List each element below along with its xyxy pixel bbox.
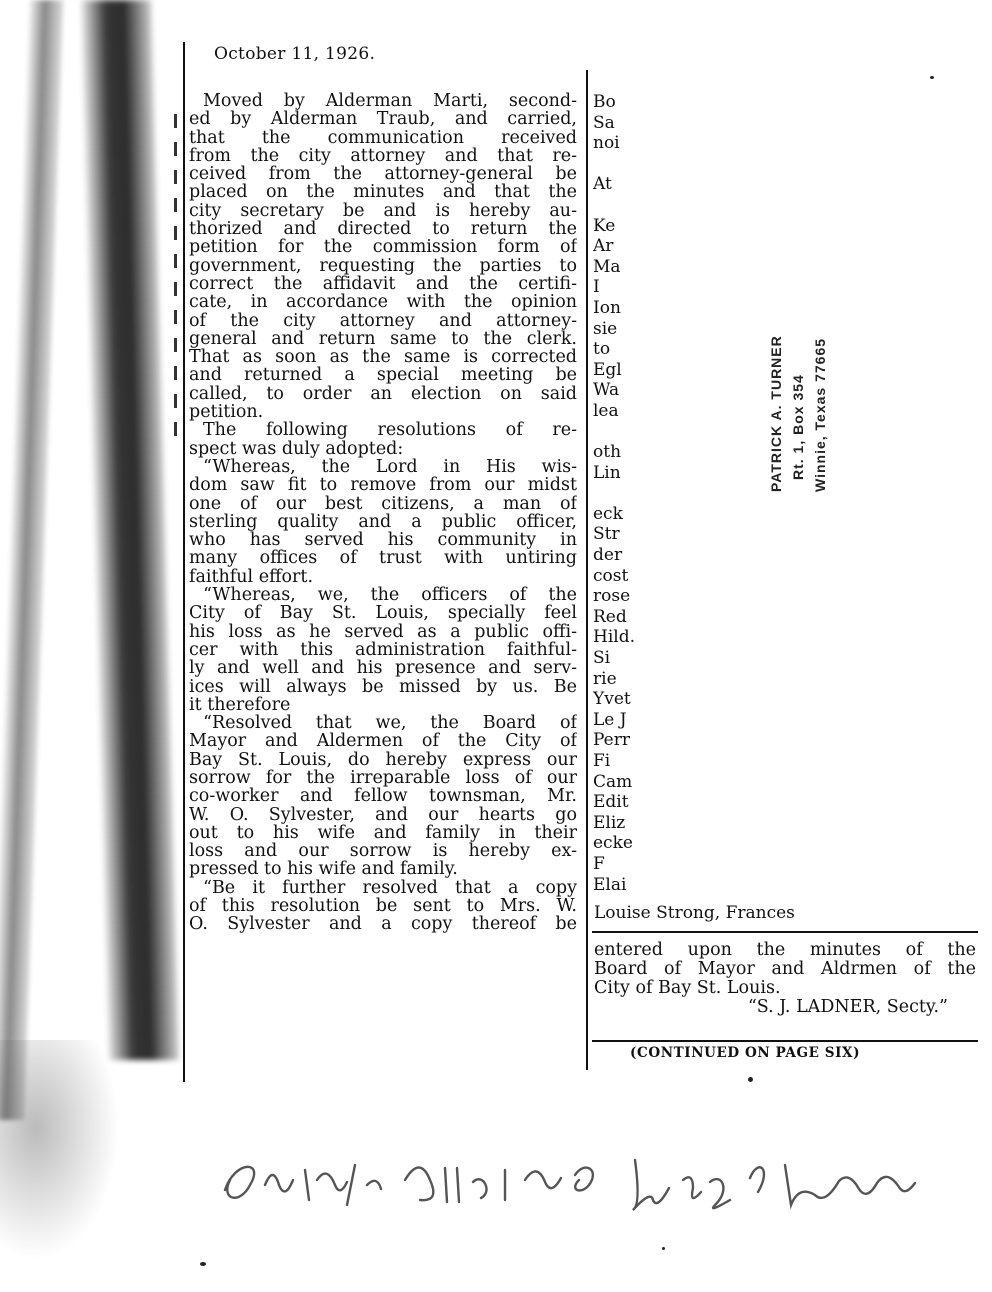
article-line: sorrow for the irreparable loss of our xyxy=(189,768,577,788)
clipped-line: cost xyxy=(593,565,629,586)
bleed-through-marks xyxy=(170,100,182,500)
article-line: petition for the commission form of xyxy=(189,238,577,257)
closing-line: entered upon the minutes of the xyxy=(594,940,976,960)
article-line: cate, in accordance with the opinion xyxy=(189,293,577,312)
clipped-line: Cam xyxy=(593,771,633,792)
article-line: Moved by Alderman Marti, second- xyxy=(203,92,577,111)
clipped-line: rie xyxy=(593,668,617,689)
address-stamp xyxy=(760,300,830,500)
article-line: it therefore xyxy=(189,695,291,715)
handwritten-note xyxy=(205,1130,945,1220)
clipped-line: Sa xyxy=(593,112,615,133)
article-line: O. Sylvester and a copy thereof be xyxy=(189,915,577,934)
closing-line: City of Bay St. Louis. xyxy=(594,978,781,998)
closing-line: Board of Mayor and Aldrmen of the xyxy=(594,959,976,979)
clipped-line: Red xyxy=(593,606,627,627)
section-rule xyxy=(592,1040,978,1042)
article-line: That as soon as the same is corrected xyxy=(189,348,577,367)
article-line: W. O. Sylvester, and our hearts go xyxy=(189,805,577,824)
article-line: “Whereas, the Lord in His wis- xyxy=(203,457,577,477)
main-article-column xyxy=(189,92,577,934)
article-line: of the city attorney and attorney- xyxy=(189,311,577,330)
clipped-line: Str xyxy=(593,524,620,545)
article-line: petition. xyxy=(189,403,264,422)
article-line: of this resolution be sent to Mrs. W. xyxy=(189,897,577,916)
clipped-line xyxy=(593,195,653,216)
scan-smear xyxy=(81,0,179,1060)
clipped-line: Fi xyxy=(593,751,611,771)
dateline: October 11, 1926. xyxy=(214,44,376,64)
clipped-line xyxy=(593,422,653,443)
clipped-line: rose xyxy=(593,586,631,607)
secretary-signature: “S. J. LADNER, Secty.” xyxy=(747,997,948,1017)
clipped-line: Ar xyxy=(593,236,614,257)
scan-speck xyxy=(748,1077,753,1082)
article-line: called, to order an election on said xyxy=(189,384,577,404)
article-line: ceived from the attorney-general be xyxy=(189,165,577,184)
section-rule xyxy=(592,931,978,933)
clipped-line: Si xyxy=(593,648,611,669)
article-line: general and return same to the clerk. xyxy=(189,329,577,349)
clipped-line: Ma xyxy=(593,256,621,277)
clipped-line: Edit xyxy=(593,792,629,813)
article-line: Mayor and Aldermen of the City of xyxy=(189,732,577,751)
clipped-line: oth xyxy=(593,442,622,463)
article-line: “Resolved that we, the Board of xyxy=(203,714,577,733)
article-line: correct the affidavit and the certifi- xyxy=(189,274,577,294)
clipped-line: Eliz xyxy=(593,812,626,833)
article-line: that the communication received xyxy=(189,128,577,147)
clipped-line: sie xyxy=(593,318,618,339)
clipped-line xyxy=(593,483,653,504)
clipped-line: Elai xyxy=(593,874,627,895)
article-line: dom saw fit to remove from our midst xyxy=(189,476,577,495)
clipped-line: Yvet xyxy=(593,689,631,710)
clipped-line: ecke xyxy=(593,833,633,854)
clipped-line: Ion xyxy=(593,297,621,318)
article-line: thorized and directed to return the xyxy=(189,220,577,239)
article-line: co-worker and fellow townsman, Mr. xyxy=(189,787,577,806)
scan-smear xyxy=(0,1040,120,1260)
article-line: ed by Alderman Traub, and carried, xyxy=(189,110,577,129)
clipped-line: eck xyxy=(593,503,623,524)
clipped-line: Wa xyxy=(593,380,620,401)
article-line: many offices of trust with untiring xyxy=(189,549,577,568)
article-line: pressed to his wife and family. xyxy=(189,860,458,879)
article-line: his loss as he served as a public offi- xyxy=(189,622,577,641)
clipped-line: der xyxy=(593,545,623,566)
article-line: one of our best citizens, a man of xyxy=(189,494,577,513)
article-line: sterling quality and a public officer, xyxy=(189,512,577,532)
clipped-adjacent-column xyxy=(593,92,653,895)
article-line: from the city attorney and that re- xyxy=(189,146,577,166)
scan-speck xyxy=(662,1247,665,1250)
article-line: cer with this administration faithful- xyxy=(189,640,577,660)
article-line: placed on the minutes and that the xyxy=(189,183,577,202)
article-line: Bay St. Louis, do hereby express our xyxy=(189,750,577,769)
stamp-line: Winnie, Texas 77665 xyxy=(812,337,828,492)
clipped-line: Ke xyxy=(593,215,616,236)
article-line: “Be it further resolved that a copy xyxy=(203,878,577,898)
clipped-line: Perr xyxy=(593,730,630,751)
article-line: and returned a special meeting be xyxy=(189,366,577,385)
article-line: “Whereas, we, the officers of the xyxy=(203,586,577,605)
scan-speck xyxy=(930,76,934,79)
article-line: government, requesting the parties to xyxy=(189,256,577,275)
article-line: faithful effort. xyxy=(189,567,314,587)
article-line: spect was duly adopted: xyxy=(189,439,404,458)
column-rule xyxy=(183,42,185,1082)
article-line: City of Bay St. Louis, specially feel xyxy=(189,604,577,623)
scan-smear xyxy=(0,0,64,1120)
stamp-line: Rt. 1, Box 354 xyxy=(790,374,806,480)
article-line: The following resolutions of re- xyxy=(203,421,577,440)
clipped-line: Le J xyxy=(593,709,627,730)
clipped-line: to xyxy=(593,339,611,360)
clipped-line: Bo xyxy=(593,92,616,112)
article-line: loss and our sorrow is hereby ex- xyxy=(189,842,577,861)
scan-speck xyxy=(200,1262,206,1266)
clipped-line: I xyxy=(593,277,600,298)
clipped-line: Egl xyxy=(593,359,622,380)
continued-notice: (CONTINUED ON PAGE SIX) xyxy=(630,1045,861,1061)
article-line: city secretary be and is hereby au- xyxy=(189,201,577,221)
clipped-line xyxy=(593,154,653,175)
clipped-line: Lin xyxy=(593,462,621,483)
clipped-line: At xyxy=(593,174,612,195)
article-line: ices will always be missed by us. Be xyxy=(189,677,577,696)
clipped-line: Hild. xyxy=(593,627,635,648)
stamp-line: PATRICK A. TURNER xyxy=(768,335,784,492)
clipped-line: lea xyxy=(593,400,619,421)
minutes-closing-block xyxy=(594,941,976,1017)
column-rule xyxy=(586,70,588,1070)
article-line: ly and well and his presence and serv- xyxy=(189,659,577,678)
article-line: out to his wife and family in their xyxy=(189,823,577,843)
clipped-line: noi xyxy=(593,133,620,154)
clipped-column-footer: Louise Strong, Frances xyxy=(594,903,795,923)
article-line: who has served his community in xyxy=(189,531,577,550)
clipped-line: F xyxy=(593,853,605,874)
